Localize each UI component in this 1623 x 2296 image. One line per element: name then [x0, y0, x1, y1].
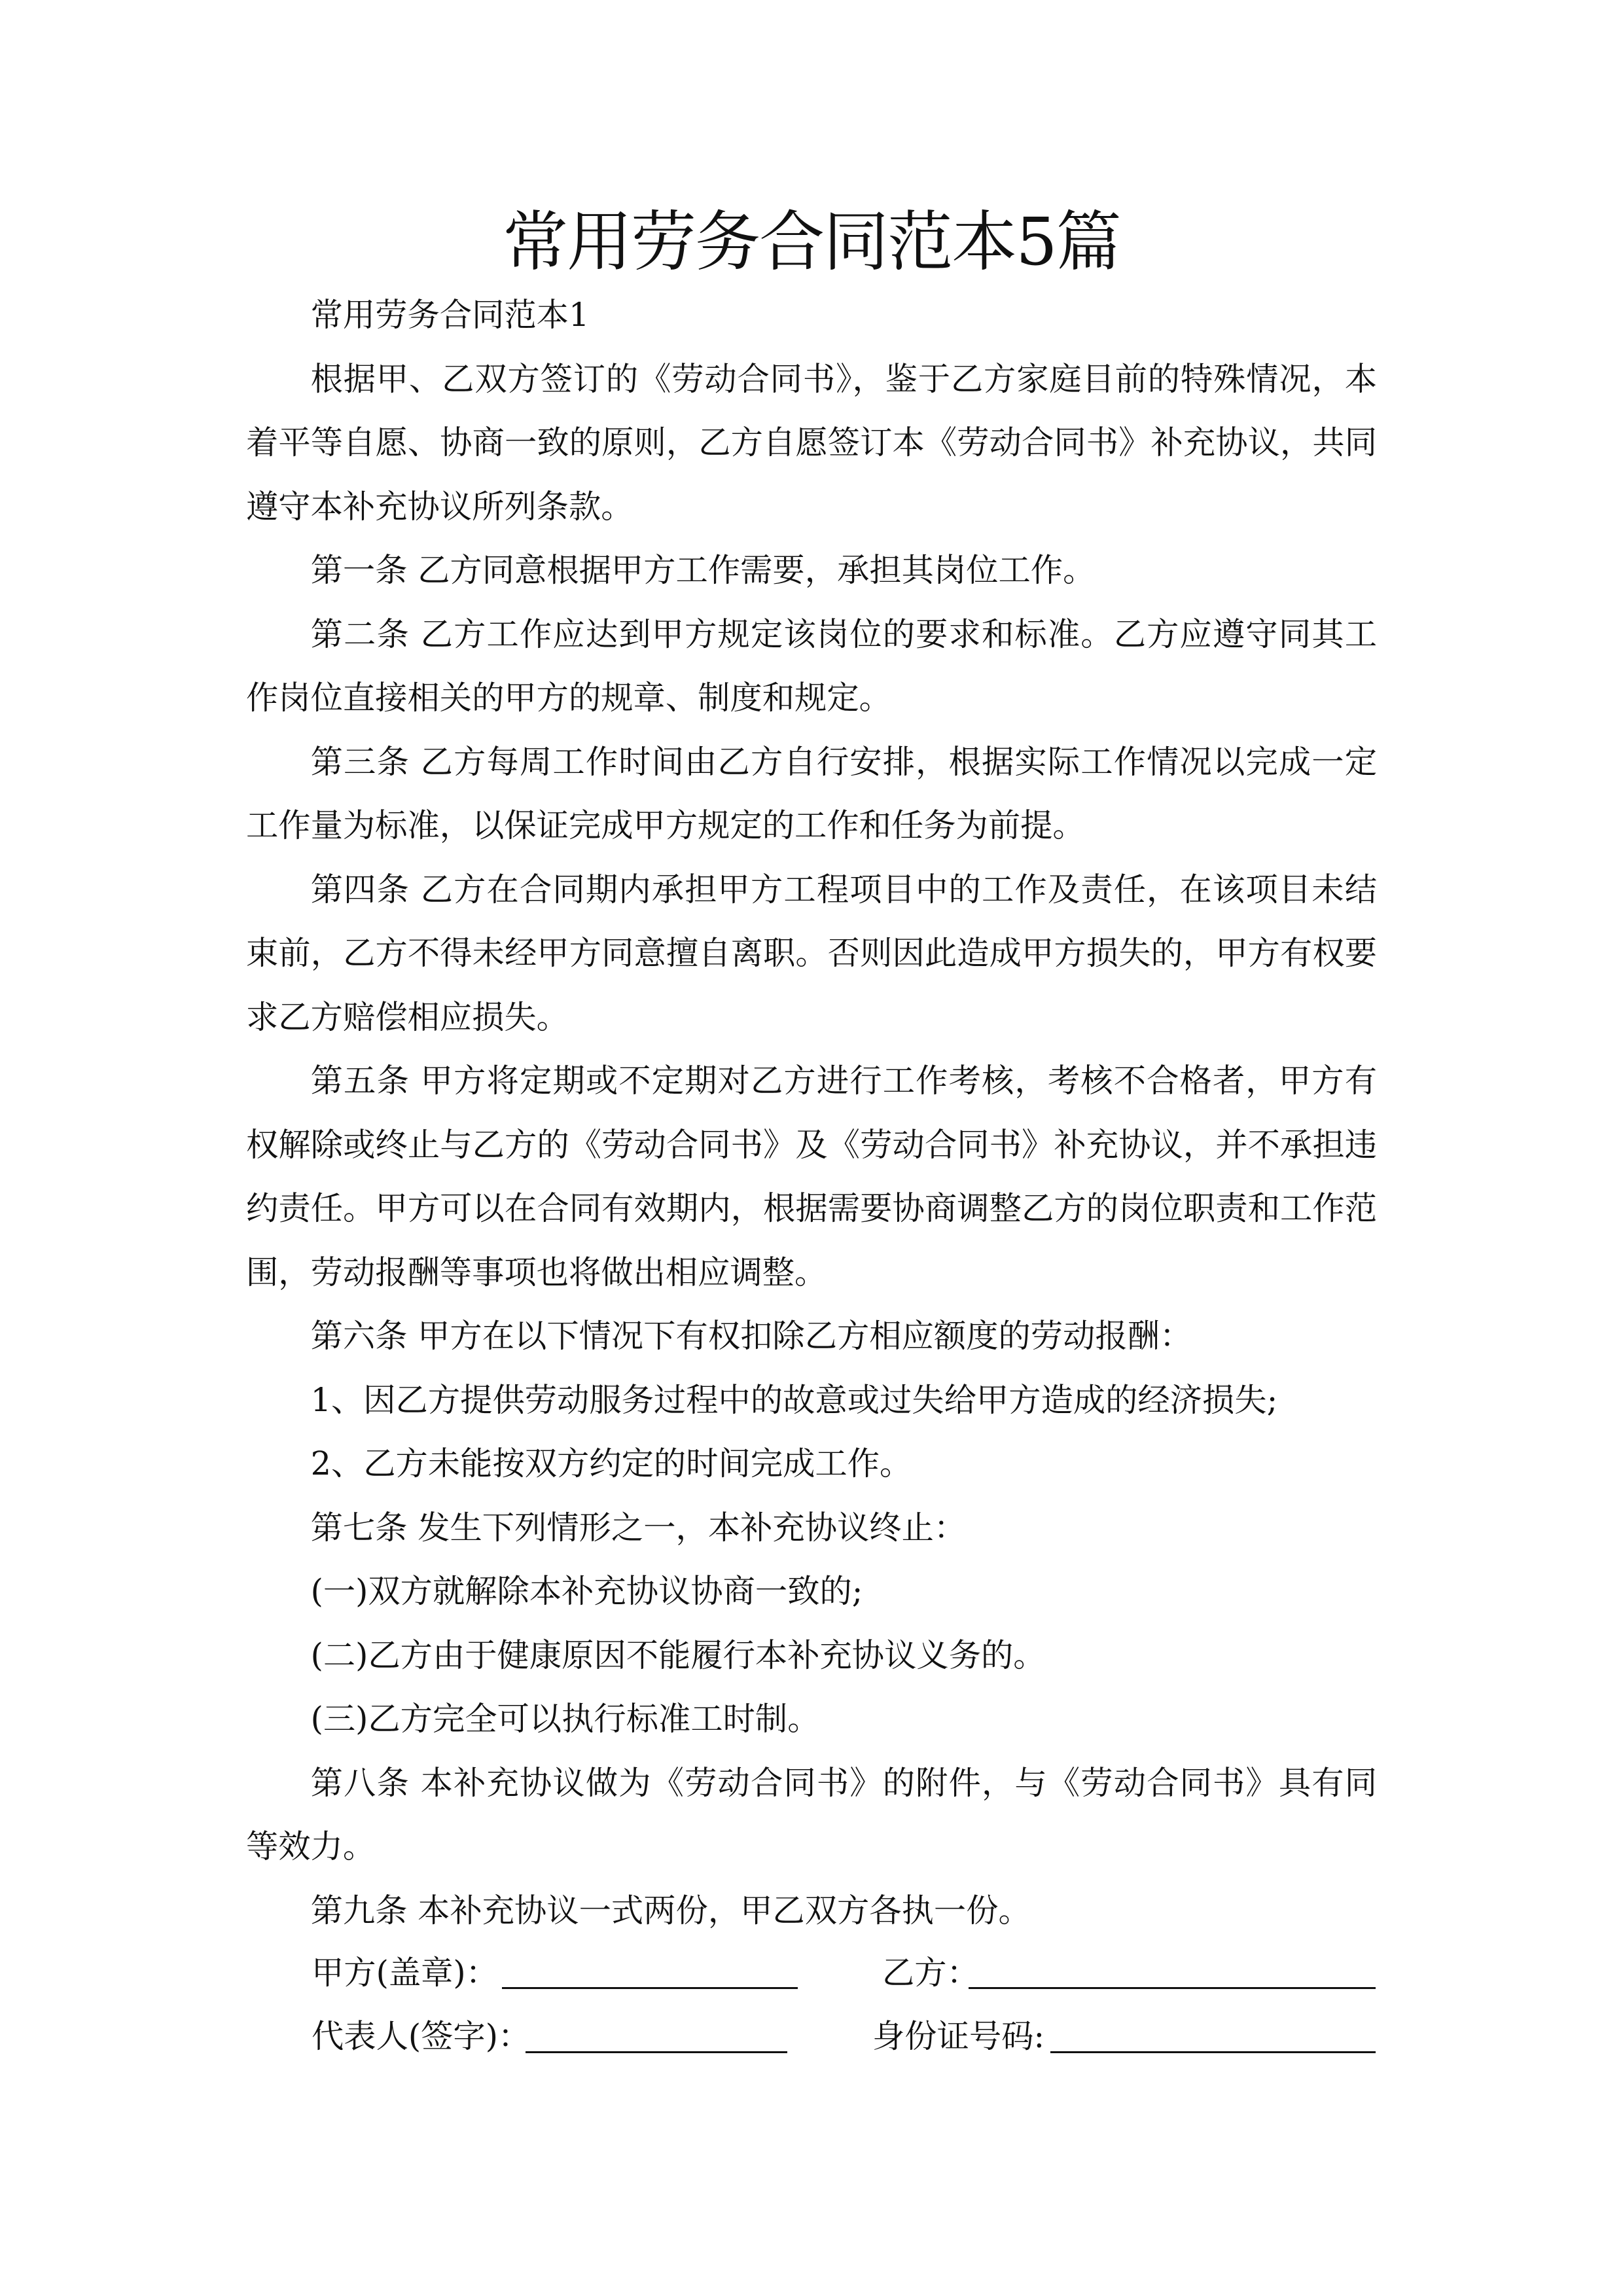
paragraph: 第一条 乙方同意根据甲方工作需要，承担其岗位工作。: [310, 551, 1096, 589]
paragraph: (一)双方就解除本补充协议协商一致的;: [310, 1572, 863, 1610]
id-number-label: 身份证号码:: [872, 2017, 1045, 2055]
paragraph: 1、因乙方提供劳动服务过程中的故意或过失给甲方造成的经济损失;: [310, 1380, 1278, 1419]
party-a-signature-line: [502, 1987, 798, 1989]
party-b-signature-line: [969, 1987, 1376, 1989]
representative-signature-line: [526, 2051, 787, 2053]
section-heading: 常用劳务合同范本1: [310, 296, 590, 334]
paragraph: (三)乙方完全可以执行标准工时制。: [310, 1700, 820, 1738]
paragraph: 第九条 本补充协议一式两份，甲乙双方各执一份。: [310, 1891, 1031, 1929]
paragraph: 第七条 发生下列情形之一，本补充协议终止：: [310, 1508, 967, 1547]
paragraph: (二)乙方由于健康原因不能履行本补充协议义务的。: [310, 1636, 1046, 1674]
representative-label: 代表人(签字)：: [312, 2017, 531, 2055]
paragraph: 第二条 乙方工作应达到甲方规定该岗位的要求和标准。乙方应遵守同其工作岗位直接相关的甲方的规章、制度和规定。: [246, 615, 1377, 717]
paragraph: 第六条 甲方在以下情况下有权扣除乙方相应额度的劳动报酬：: [310, 1317, 1192, 1355]
paragraph: 第三条 乙方每周工作时间由乙方自行安排，根据实际工作情况以完成一定工作量为标准，以保证完成甲方规定的工作和任务为前提。: [246, 742, 1377, 844]
paragraph: 第八条 本补充协议做为《劳动合同书》的附件，与《劳动合同书》具有同等效力。: [246, 1763, 1377, 1865]
id-number-line: [1050, 2051, 1376, 2053]
paragraph: 2、乙方未能按双方约定的时间完成工作。: [310, 1444, 912, 1482]
document-title: 常用劳务合同范本5篇: [503, 204, 1120, 280]
party-b-label: 乙方：: [882, 1954, 979, 1992]
party-a-label: 甲方(盖章)：: [312, 1954, 498, 1992]
paragraph: 第四条 乙方在合同期内承担甲方工程项目中的工作及责任，在该项目未结束前，乙方不得未经甲方同意擅自离职。否则因此造成甲方损失的，甲方有权要求乙方赔偿相应损失。: [246, 870, 1377, 1036]
paragraph: 根据甲、乙双方签订的《劳动合同书》，鉴于乙方家庭目前的特殊情况，本着平等自愿、协商一致的原则，乙方自愿签订本《劳动合同书》补充协议，共同遵守本补充协议所列条款。: [246, 359, 1377, 526]
document-body: [246, 283, 1377, 1943]
paragraph: 第五条 甲方将定期或不定期对乙方进行工作考核，考核不合格者，甲方有权解除或终止与乙方的《劳动合同书》及《劳动合同书》补充协议，并不承担违约责任。甲方可以在合同有效期内，根据需要协商调整乙方的岗位职责和工作范围，劳动报酬等事项也将做出相应调整。: [246, 1062, 1377, 1291]
